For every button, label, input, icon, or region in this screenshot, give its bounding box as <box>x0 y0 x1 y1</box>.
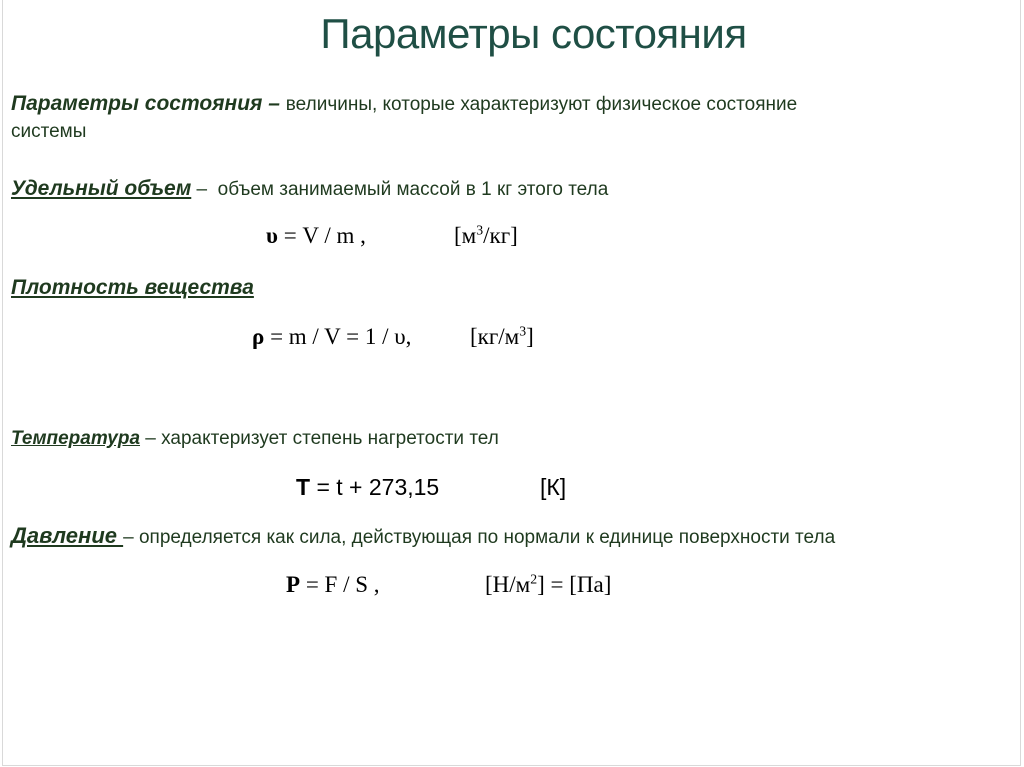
density-formula <box>252 324 411 350</box>
state-params-term: Параметры состояния <box>11 92 263 115</box>
temperature-definition <box>11 428 499 450</box>
state-params-text: величины, которые характеризуют физическое состояние <box>285 94 798 115</box>
unit-part: [кг/м <box>470 324 520 349</box>
unit-part: [Н/м <box>485 572 531 597</box>
pressure-definition <box>11 523 835 549</box>
unit-part: ] <box>526 324 534 349</box>
specific-volume-term: Удельный объем <box>11 177 192 200</box>
temperature-formula <box>296 474 439 501</box>
unit-part: [м <box>454 223 477 248</box>
density-unit <box>470 324 534 350</box>
specific-volume-definition <box>11 177 608 201</box>
temperature-unit: [К] <box>540 474 567 500</box>
unit-exponent: 3 <box>476 222 484 238</box>
unit-part: /кг] <box>483 223 518 248</box>
state-params-definition <box>11 92 797 116</box>
unit-exponent: 3 <box>519 323 527 339</box>
temperature-symbol: T <box>296 474 311 500</box>
specific-volume-formula <box>266 223 366 249</box>
specific-volume-unit <box>454 223 518 249</box>
unit-part: ] = [Па] <box>537 572 612 597</box>
pressure-expression: = F / S , <box>300 572 380 597</box>
pressure-symbol: P <box>286 572 301 597</box>
unit-exponent: 2 <box>530 571 538 587</box>
page-title: Параметры состояния <box>320 10 747 57</box>
density-term: Плотность вещества <box>11 276 254 299</box>
temperature-dash: – <box>140 428 162 449</box>
temperature-term: Температура <box>11 428 141 449</box>
state-params-dash: – <box>262 92 286 115</box>
pressure-dash: – <box>123 527 139 548</box>
pressure-unit <box>485 572 611 598</box>
state-params-definition-cont: системы <box>11 121 87 142</box>
temperature-text: характеризует степень нагретости тел <box>161 428 499 449</box>
density-symbol: ρ <box>252 324 265 349</box>
density-expression: = m / V = 1 / υ, <box>264 324 412 349</box>
pressure-term: Давление <box>11 523 124 548</box>
temperature-expression: = t + 273,15 <box>310 474 440 500</box>
pressure-formula <box>286 572 380 598</box>
specific-volume-dash: – <box>191 179 213 200</box>
pressure-text: определяется как сила, действующая по нормали к единице поверхности тела <box>138 527 836 548</box>
specific-volume-expression: = V / m , <box>277 223 366 248</box>
specific-volume-text: объем занимаемый массой в 1 кг этого тела <box>217 179 609 200</box>
specific-volume-symbol: υ <box>266 223 278 248</box>
